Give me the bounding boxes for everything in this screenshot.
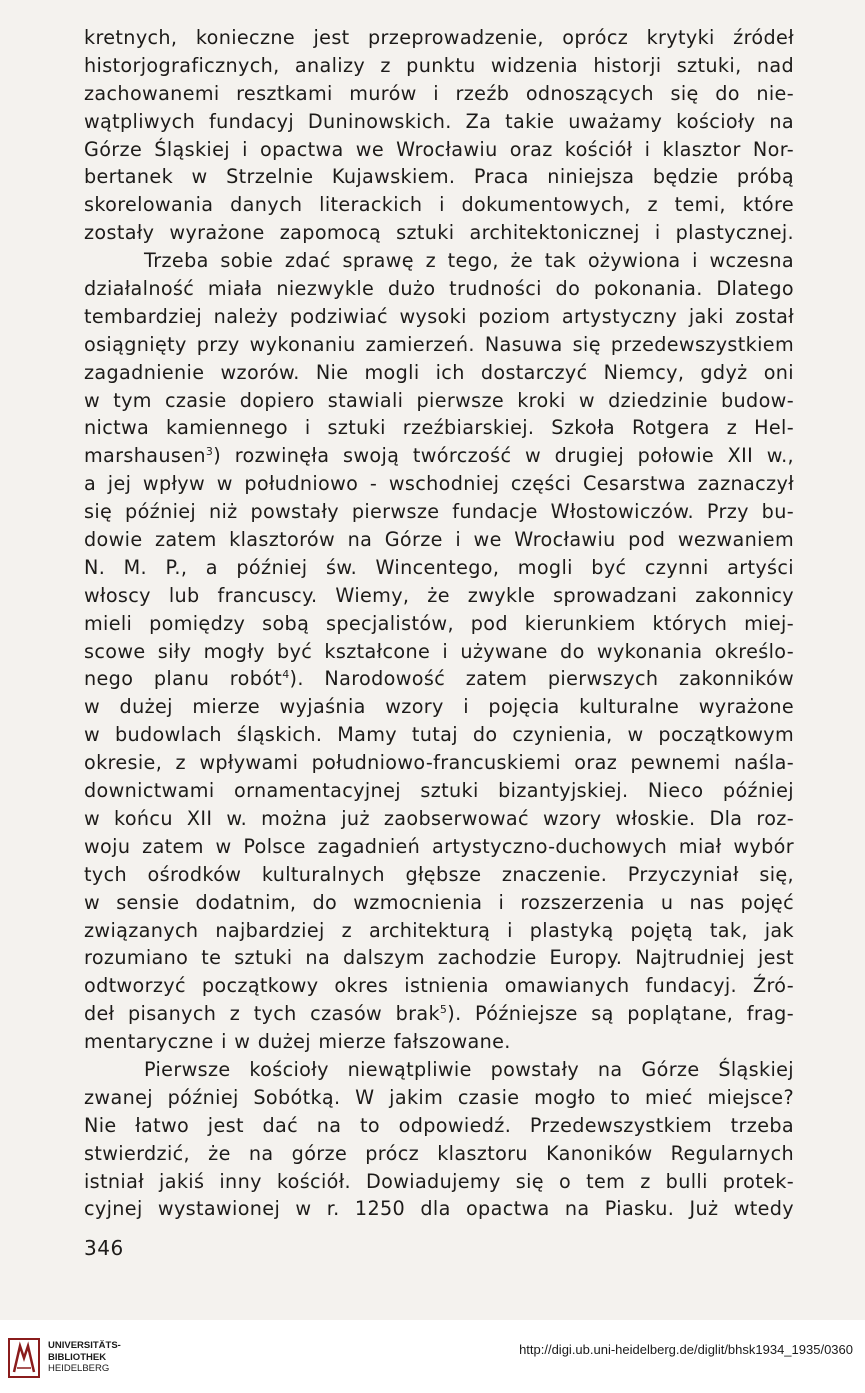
text-line: bertanek w Strzelnie Kujawskiem. Praca niniejsza będzie próbą — [84, 165, 794, 189]
text-line — [84, 1000, 794, 1028]
text-line: Nie łatwo jest dać na to odpowiedź. Przedewszystkiem trzeba — [84, 1113, 794, 1137]
text-line: tych ośrodków kulturalnych głębsze znaczenie. Przyczyniał się, — [84, 862, 794, 886]
text-line: w budowlach śląskich. Mamy tutaj do czynienia, w początkowym — [84, 723, 794, 747]
text-line: odtworzyć początkowy okres istnienia omawianych fundacyj. Źró- — [84, 974, 794, 998]
footnote-ref: 3 — [205, 445, 214, 459]
text-line: okresie, z wpływami południowo-francuskiemi oraz pewnemi naśla- — [84, 751, 794, 775]
text-line: downictwami ornamentacyjnej sztuki bizantyjskiej. Nieco później — [84, 779, 794, 803]
footer-bar — [0, 1320, 865, 1393]
text-line: wątpliwych fundacyj Duninowskich. Za takie uważamy kościoły na — [84, 109, 794, 133]
text-line: Pierwsze kościoły niewątpliwie powstały na Górze Śląskiej — [144, 1057, 794, 1081]
text-line: stwierdzić, że na górze prócz klasztoru Kanoników Regularnych — [84, 1141, 794, 1165]
text-line: zwanej później Sobótką. W jakim czasie mogło to mieć miejsce? — [84, 1085, 794, 1109]
text-line: zostały wyrażone zapomocą sztuki architektonicznej i plastycznej. — [84, 221, 794, 245]
text-line: włoscy lub francuscy. Wiemy, że zwykle sprowadzani zakonnicy — [84, 583, 794, 607]
library-name — [48, 1340, 121, 1375]
text-line: nictwa kamiennego i sztuki rzeźbiarskiej. Szkoła Rotgera z Hel- — [84, 416, 794, 440]
text-fragment: ). Narodowość zatem pierwszych zakonników — [289, 667, 794, 691]
text-line: zagadnienie wzorów. Nie mogli ich dostarczyć Niemcy, gdyż oni — [84, 360, 794, 384]
text-line: w końcu XII w. można już zaobserwować wzory włoskie. Dla roz- — [84, 806, 794, 830]
library-name-line: HEIDELBERG — [48, 1363, 110, 1374]
text-line: osiągnięty przy wykonaniu zamierzeń. Nasuwa się przedewszystkiem — [84, 332, 794, 356]
text-line: historjograficznych, analizy z punktu widzenia historji sztuki, nad — [84, 53, 794, 77]
text-fragment: nego planu robót — [84, 667, 283, 691]
text-line: zachowanemi resztkami murów i rzeźb odnoszących się do nie- — [84, 81, 794, 105]
university-library-logo-icon — [8, 1338, 40, 1378]
text-line: związanych najbardziej z architekturą i plastyką pojętą tak, jak — [84, 918, 794, 942]
text-line: w sensie dodatnim, do wzmocnienia i rozszerzenia u nas pojęć — [84, 890, 794, 914]
text-line: mentaryczne i w dużej mierze fałszowane. — [84, 1030, 511, 1054]
library-name-line: UNIVERSITÄTS- — [48, 1340, 121, 1351]
text-line: się później niż powstały pierwsze fundacje Włostowiczów. Przy bu- — [84, 500, 794, 524]
text-line: scowe siły mogły być kształcone i używane do wykonania określo- — [84, 639, 794, 663]
text-line: mieli pomiędzy sobą specjalistów, pod kierunkiem których miej- — [84, 611, 794, 635]
text-fragment: deł pisanych z tych czasów brak — [84, 1002, 440, 1026]
text-line: woju zatem w Polsce zagadnień artystyczno-duchowych miał wybór — [84, 834, 794, 858]
text-line: Górze Śląskiej i opactwa we Wrocławiu oraz kościół i klasztor Nor- — [84, 137, 794, 161]
text-line: skorelowania danych literackich i dokumentowych, z temi, które — [84, 193, 794, 217]
text-line: w dużej mierze wyjaśnia wzory i pojęcia kulturalne wyrażone — [84, 695, 794, 719]
text-line: Trzeba sobie zdać sprawę z tego, że tak ożywiona i wczesna — [144, 249, 794, 273]
footnote-ref: 4 — [282, 668, 290, 682]
page-number: 346 — [84, 1236, 124, 1260]
text-line: istniał jakiś inny kościół. Dowiadujemy się o tem z bulli protek- — [84, 1169, 794, 1193]
text-line: a jej wpływ w południowo - wschodniej części Cesarstwa zaznaczył — [84, 472, 794, 496]
text-line — [84, 665, 794, 693]
text-line: w tym czasie dopiero stawiali pierwsze kroki w dziedzinie budow- — [84, 388, 794, 412]
text-line — [84, 442, 794, 470]
body-text — [84, 24, 794, 1223]
text-line: dowie zatem klasztorów na Górze i we Wrocławiu pod wezwaniem — [84, 528, 794, 552]
text-line: rozumiano te sztuki na dalszym zachodzie Europy. Najtrudniej jest — [84, 946, 794, 970]
text-fragment: ) rozwinęła swoją twórczość w drugiej połowie XII w., — [213, 444, 794, 468]
library-name-line: BIBLIOTHEK — [48, 1351, 107, 1363]
text-fragment: marshausen — [84, 444, 206, 468]
source-url-link[interactable]: http://digi.ub.uni-heidelberg.de/diglit/bhsk1934_1935/0360 — [519, 1342, 853, 1357]
text-line: kretnych, konieczne jest przeprowadzenie, oprócz krytyki źródeł — [84, 26, 794, 49]
text-line: działalność miała niezwykle dużo trudności do pokonania. Dlatego — [84, 277, 794, 301]
text-line: N. M. P., a później św. Wincentego, mogli być czynni artyści — [84, 555, 794, 579]
text-line: cyjnej wystawionej w r. 1250 dla opactwa na Piasku. Już wtedy — [84, 1197, 794, 1221]
footnote-ref: 5 — [439, 1003, 448, 1017]
text-fragment: ). Późniejsze są poplątane, frag- — [447, 1002, 794, 1026]
text-line: tembardziej należy podziwiać wysoki poziom artystyczny jaki został — [84, 304, 794, 328]
